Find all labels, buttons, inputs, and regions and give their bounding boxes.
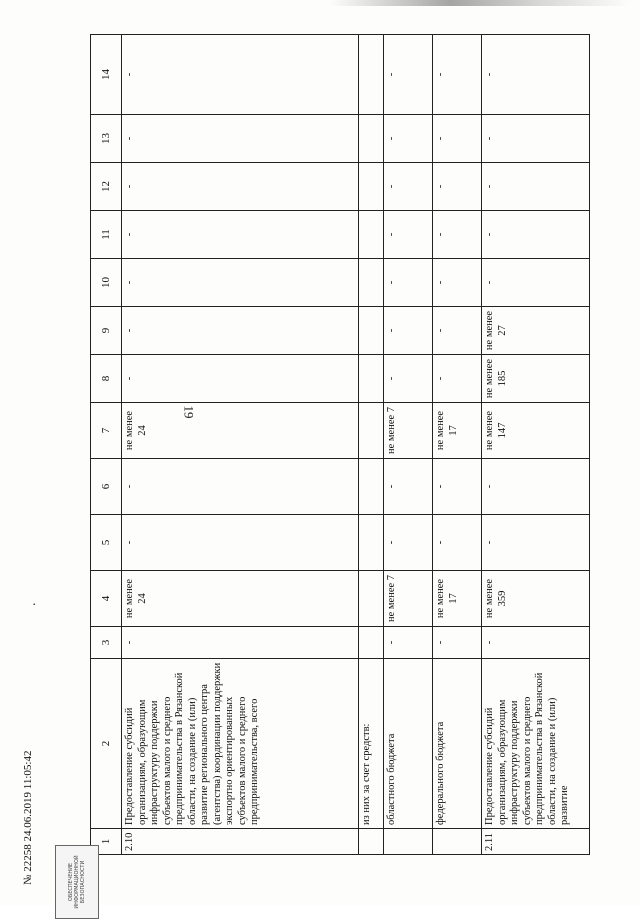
cell: -	[433, 515, 482, 571]
header-cell: 6	[91, 459, 122, 515]
row-number	[384, 829, 433, 855]
cell	[359, 259, 384, 307]
cell	[359, 571, 384, 627]
cell: -	[384, 515, 433, 571]
cell: не менее 359	[482, 571, 590, 627]
cell: -	[482, 163, 590, 211]
page-number: 19	[181, 405, 197, 419]
header-cell: 11	[91, 211, 122, 259]
cell: -	[433, 163, 482, 211]
cell: -	[122, 115, 359, 163]
scan-dots: ⠄	[32, 598, 40, 609]
cell	[359, 163, 384, 211]
cell	[359, 355, 384, 403]
header-cell: 14	[91, 35, 122, 115]
cell: -	[384, 459, 433, 515]
row-description: из них за счет средств:	[359, 659, 384, 829]
cell: -	[482, 515, 590, 571]
row-number: 2.10	[122, 829, 359, 855]
header-cell: 3	[91, 627, 122, 659]
cell: не менее 17	[433, 571, 482, 627]
cell	[359, 307, 384, 355]
cell: -	[482, 211, 590, 259]
stamp-seal: ОБЕСПЕЧЕНИЕ ИНФОРМАЦИОННОЙ БЕЗОПАСНОСТИ	[55, 845, 99, 919]
row-number: 2.11	[482, 829, 590, 855]
cell	[359, 515, 384, 571]
header-cell: 4	[91, 571, 122, 627]
cell: -	[384, 35, 433, 115]
cell: -	[433, 115, 482, 163]
table-row	[359, 35, 384, 855]
cell: -	[384, 211, 433, 259]
cell: -	[122, 515, 359, 571]
cell: -	[433, 627, 482, 659]
row-number	[359, 829, 384, 855]
cell: -	[384, 355, 433, 403]
cell: -	[433, 211, 482, 259]
header-cell: 8	[91, 355, 122, 403]
cell: не менее 17	[433, 403, 482, 459]
cell	[359, 115, 384, 163]
cell: -	[122, 35, 359, 115]
cell: не менее 147	[482, 403, 590, 459]
cell: -	[433, 459, 482, 515]
cell: -	[482, 35, 590, 115]
cell: -	[384, 259, 433, 307]
row-description: федерального бюджета	[433, 659, 482, 829]
data-table	[90, 34, 590, 855]
header-cell: 7	[91, 403, 122, 459]
cell: -	[384, 163, 433, 211]
header-cell: 2	[91, 659, 122, 829]
row-description: областного бюджета	[384, 659, 433, 829]
table-row	[433, 35, 482, 855]
header-cell: 10	[91, 259, 122, 307]
cell: -	[482, 459, 590, 515]
cell	[359, 211, 384, 259]
cell	[359, 459, 384, 515]
header-cell: 12	[91, 163, 122, 211]
header-cell: 5	[91, 515, 122, 571]
cell: -	[482, 115, 590, 163]
row-description: Предоставление субсидий организациям, образующим инфраструктуру поддержки субъектов малого и среднего предпринимательства в Рязанской области, на создание и (или) развитие	[482, 659, 590, 829]
cell	[359, 627, 384, 659]
table-row	[482, 35, 590, 855]
header-row	[91, 35, 122, 855]
cell	[359, 35, 384, 115]
cell: не менее 24	[122, 403, 359, 459]
cell: -	[433, 307, 482, 355]
row-description: Предоставление субсидий организациям, образующим инфраструктуру поддержки субъектов малого и среднего предпринимательства в Рязанской области, на создание и (или) развитие регионального центра (агентства) координации поддержки экспортно ориентированных субъектов малого и среднего предпринимательства, всего	[122, 659, 359, 829]
header-cell: 1	[91, 829, 122, 855]
cell: не менее 24	[122, 571, 359, 627]
cell: не менее 27	[482, 307, 590, 355]
cell: -	[122, 459, 359, 515]
cell: не менее 7	[384, 403, 433, 459]
cell: -	[122, 163, 359, 211]
cell: -	[122, 355, 359, 403]
cell: не менее 185	[482, 355, 590, 403]
cell: -	[433, 35, 482, 115]
cell: -	[384, 115, 433, 163]
cell: -	[482, 259, 590, 307]
cell: -	[433, 355, 482, 403]
cell	[359, 403, 384, 459]
cell: -	[122, 307, 359, 355]
table-row	[122, 35, 359, 855]
cell: -	[482, 627, 590, 659]
cell: не менее 7	[384, 571, 433, 627]
header-cell: 9	[91, 307, 122, 355]
cell: -	[384, 627, 433, 659]
table-row	[384, 35, 433, 855]
scan-artifact	[330, 0, 630, 6]
cell: -	[122, 211, 359, 259]
cell: -	[122, 259, 359, 307]
header-cell: 13	[91, 115, 122, 163]
row-number	[433, 829, 482, 855]
cell: -	[122, 627, 359, 659]
rotated-table-sheet	[90, 35, 610, 855]
cell: -	[433, 259, 482, 307]
cell: -	[384, 307, 433, 355]
document-registration-number: № 22258 24.06.2019 11:05:42	[22, 750, 34, 885]
